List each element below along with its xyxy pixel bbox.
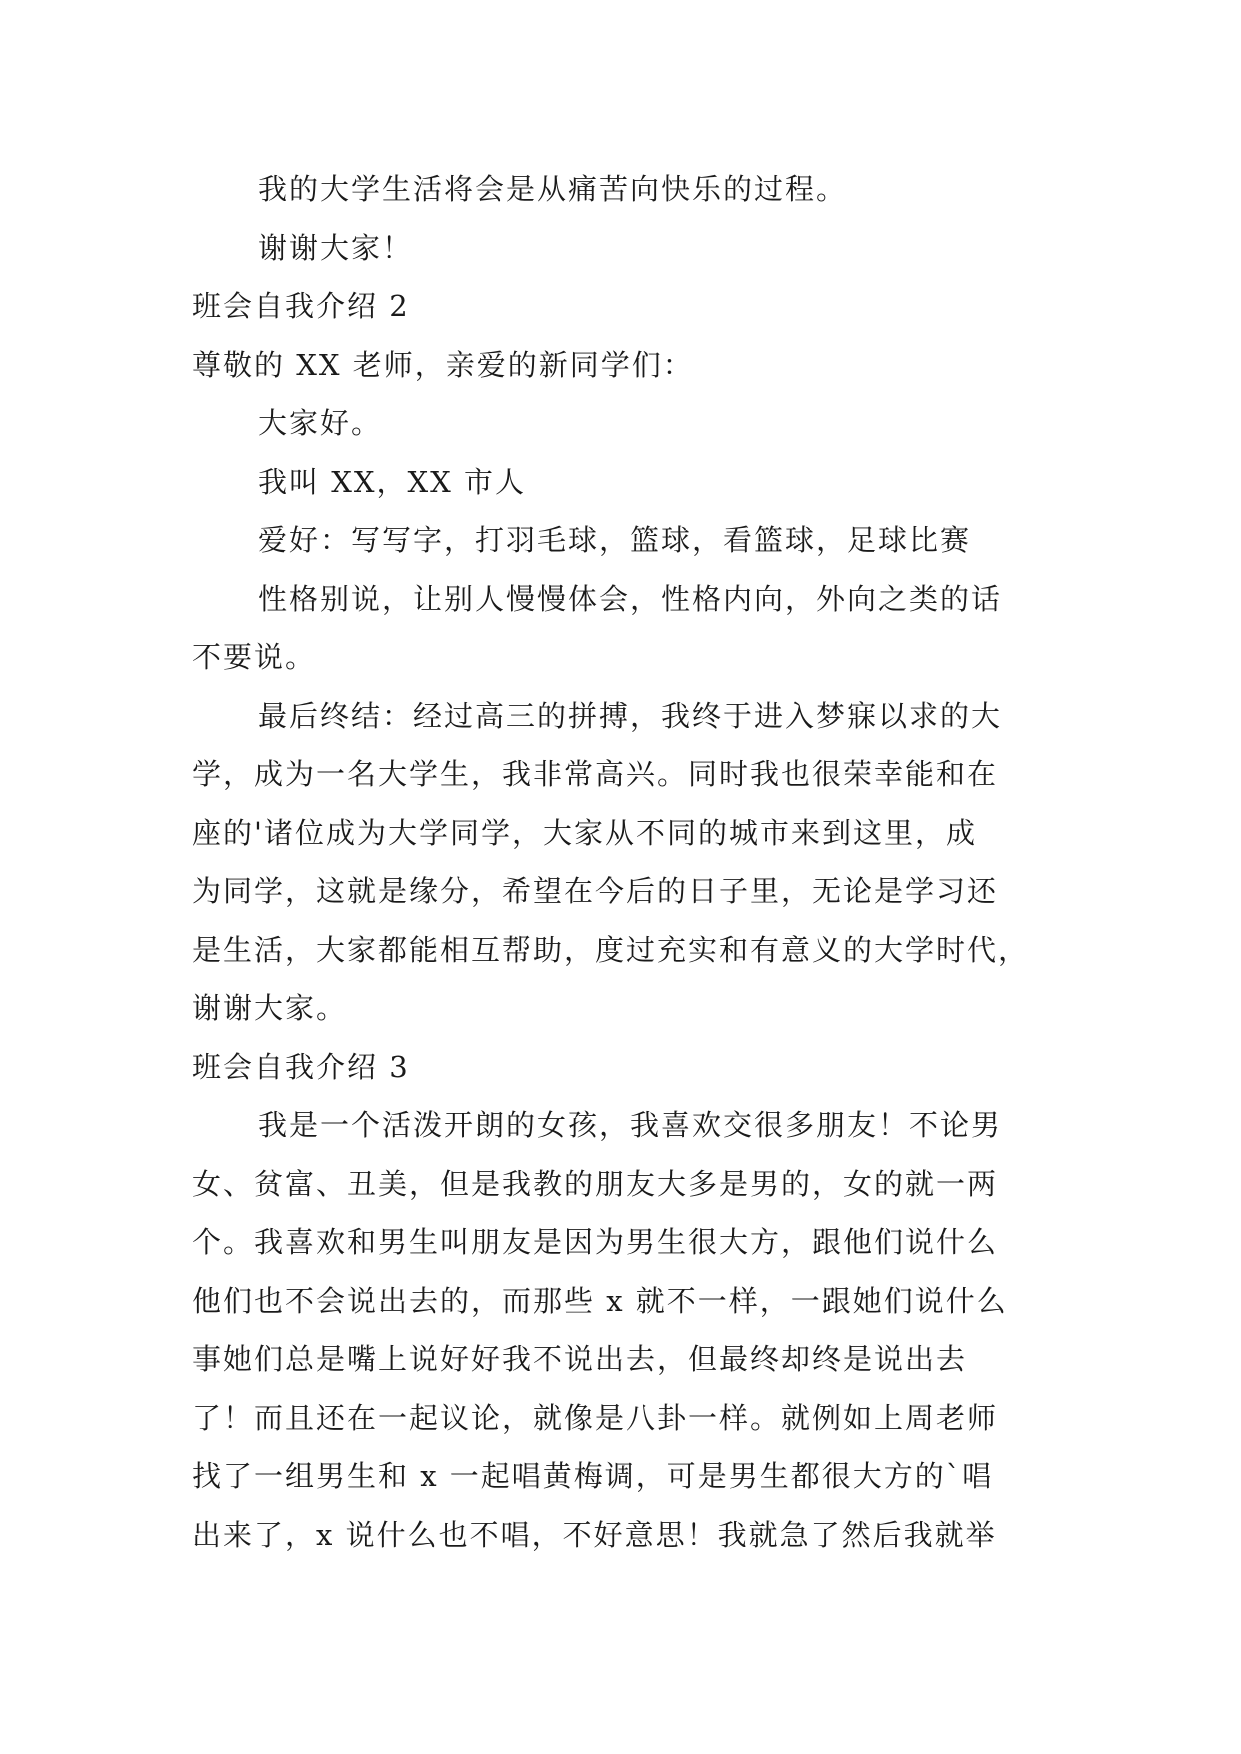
paragraph-line: 个。我喜欢和男生叫朋友是因为男生很大方，跟他们说什么 bbox=[192, 1225, 999, 1259]
section-heading: 班会自我介绍 3 bbox=[192, 1049, 410, 1084]
salutation-line: 尊敬的 XX 老师，亲爱的新同学们： bbox=[192, 347, 694, 382]
paragraph-line: 性格别说，让别人慢慢体会，性格内向，外向之类的话 bbox=[258, 581, 1003, 616]
paragraph-line: 学，成为一名大学生，我非常高兴。同时我也很荣幸能和在 bbox=[192, 757, 999, 791]
paragraph-line: 我的大学生活将会是从痛苦向快乐的过程。 bbox=[258, 172, 848, 206]
section-heading: 班会自我介绍 2 bbox=[192, 289, 410, 323]
paragraph-line: 爱好：写写字，打羽毛球，篮球，看篮球，足球比赛 bbox=[258, 523, 972, 557]
paragraph-line: 大家好。 bbox=[258, 406, 383, 440]
paragraph-line: 了！而且还在一起议论，就像是八卦一样。就例如上周老师 bbox=[192, 1400, 999, 1435]
paragraph-line: 我叫 XX，XX 市人 bbox=[258, 464, 527, 499]
paragraph-line: 出来了，x 说什么也不唱，不好意思！我就急了然后我就举 bbox=[192, 1517, 997, 1552]
paragraph-line: 最后终结：经过高三的拼搏，我终于进入梦寐以求的大 bbox=[258, 698, 1003, 733]
paragraph-line: 事她们总是嘴上说好好我不说出去，但最终却终是说出去 bbox=[192, 1342, 968, 1376]
paragraph-line: 他们也不会说出去的，而那些 x 就不一样，一跟她们说什么 bbox=[192, 1283, 1008, 1318]
paragraph-line: 女、贫富、丑美，但是我教的朋友大多是男的，女的就一两 bbox=[192, 1166, 999, 1201]
paragraph-line: 不要说。 bbox=[192, 640, 317, 674]
paragraph-line: 我是一个活泼开朗的女孩，我喜欢交很多朋友！不论男 bbox=[258, 1108, 1003, 1142]
paragraph-line: 谢谢大家！ bbox=[258, 230, 414, 265]
paragraph-line: 谢谢大家。 bbox=[192, 991, 348, 1025]
document-body bbox=[192, 160, 1060, 1564]
paragraph-line: 是生活，大家都能相互帮助，度过充实和有意义的大学时代， bbox=[192, 932, 1030, 967]
paragraph-line: 找了一组男生和 x 一起唱黄梅调，可是男生都很大方的`唱 bbox=[192, 1459, 994, 1493]
paragraph-line: 为同学，这就是缘分，希望在今后的日子里，无论是学习还 bbox=[192, 874, 999, 908]
paragraph-line: 座的'诸位成为大学同学，大家从不同的城市来到这里，成 bbox=[192, 815, 977, 850]
